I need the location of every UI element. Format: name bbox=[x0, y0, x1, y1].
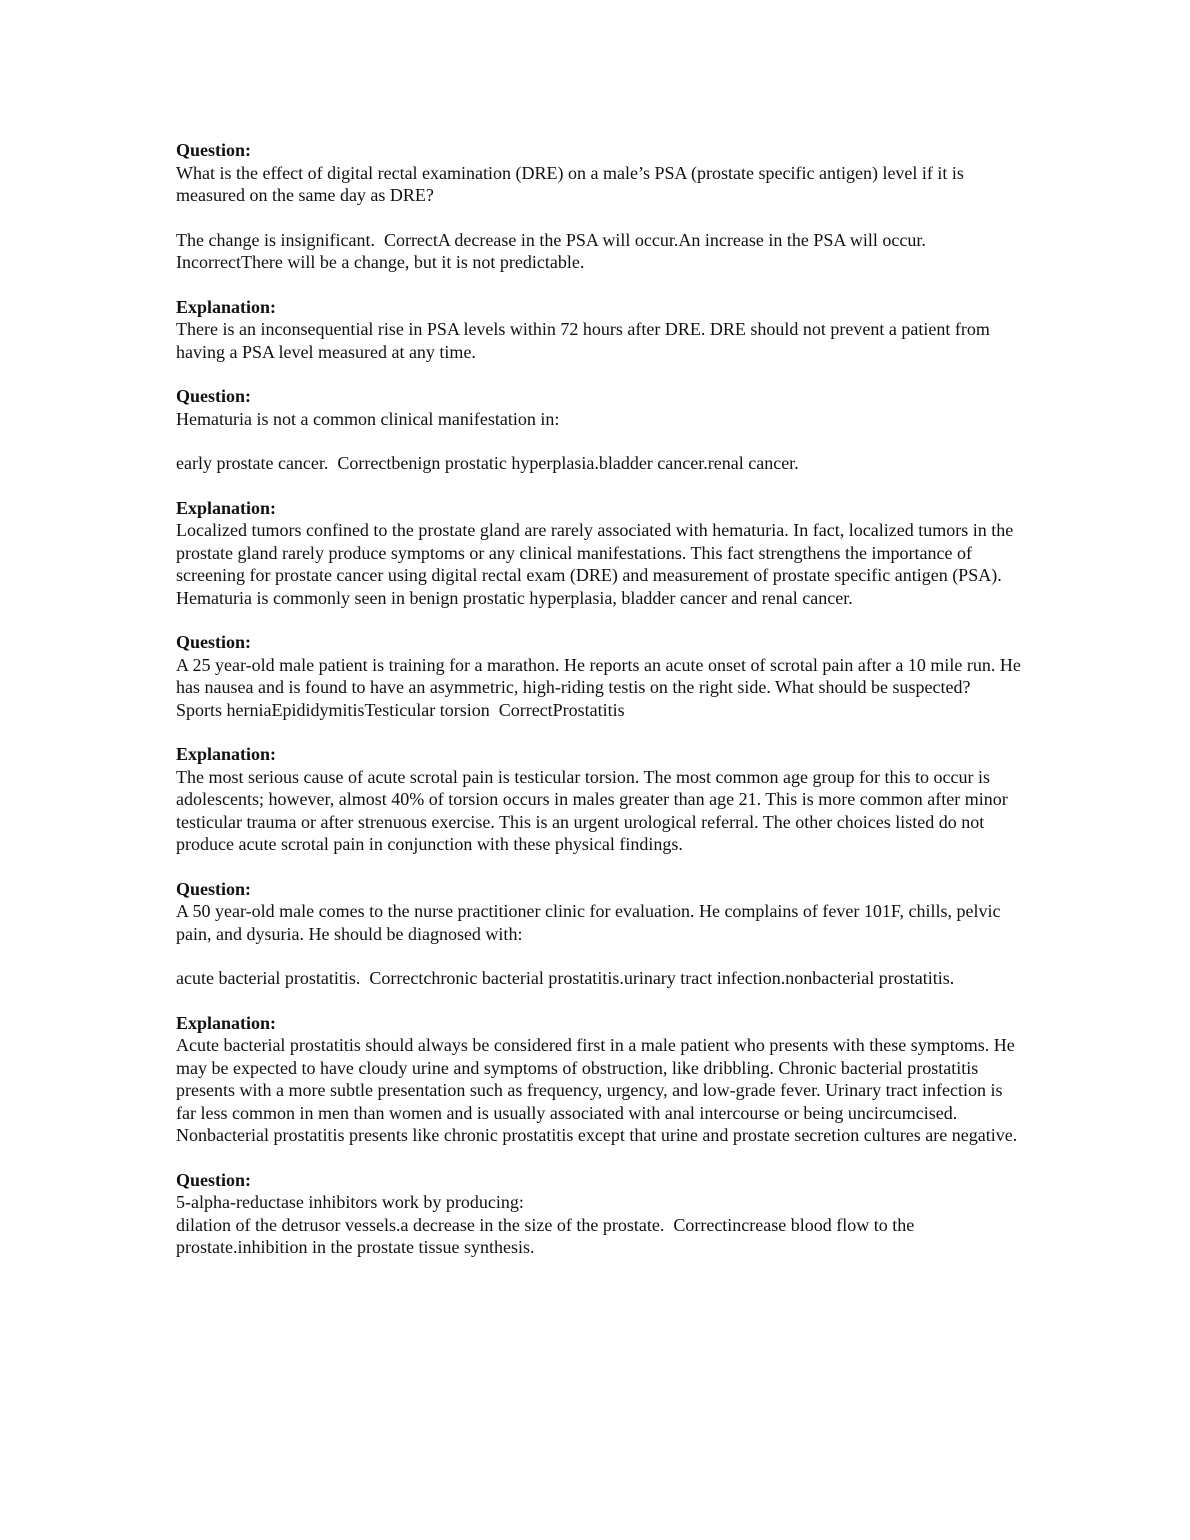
explanation-block bbox=[176, 497, 1026, 610]
document-page bbox=[176, 139, 1026, 1259]
explanation-text: There is an inconsequential rise in PSA levels within 72 hours after DRE. DRE should not prevent a patient from having a PSA level measured at any time. bbox=[176, 319, 995, 362]
question-block bbox=[176, 385, 1026, 475]
question-heading: Question: bbox=[176, 632, 252, 652]
answer-choices: The change is insignificant. CorrectA decrease in the PSA will occur.An increase in the PSA will occur. IncorrectThere will be a change, but it is not predictable. bbox=[176, 229, 935, 272]
explanation-text: The most serious cause of acute scrotal pain is testicular torsion. The most common age group for this to occur is adolescents; however, almost 40% of torsion occurs in males greater than age 21. This is more common after minor testicular trauma or after strenuous exercise. This is an urgent urological referral. The other choices listed do not produce acute scrotal pain in conjunction with these physical findings. bbox=[176, 766, 1013, 854]
question-text: Hematuria is not a common clinical manifestation in: bbox=[176, 408, 560, 429]
answer-choices: Sports herniaEpididymitisTesticular torsion CorrectProstatitis bbox=[176, 699, 625, 720]
question-heading: Question: bbox=[176, 1169, 252, 1190]
question-text: A 25 year-old male patient is training for a marathon. He reports an acute onset of scrotal pain after a 10 mile run. He has nausea and is found to have an asymmetric, high-riding testis on the right side. What should be suspected? bbox=[176, 654, 1026, 697]
explanation-text: Localized tumors confined to the prostate gland are rarely associated with hematuria. In fact, localized tumors in the prostate gland rarely produce symptoms or any clinical manifestations. This fact strengthens the importance of screening for prostate cancer using digital rectal exam (DRE) and measurement of prostate specific antigen (PSA). Hematuria is commonly seen in benign prostatic hyperplasia, bladder cancer and renal cancer. bbox=[176, 520, 1018, 608]
explanation-block bbox=[176, 1012, 1026, 1147]
explanation-heading: Explanation: bbox=[176, 1012, 277, 1033]
explanation-heading: Explanation: bbox=[176, 497, 277, 518]
explanation-heading: Explanation: bbox=[176, 296, 277, 317]
answer-choices: acute bacterial prostatitis. Correctchronic bacterial prostatitis.urinary tract infection.nonbacterial prostatitis. bbox=[176, 968, 955, 988]
answer-choices: dilation of the detrusor vessels.a decrease in the size of the prostate. Correctincrease blood flow to the prostate.inhibition in the prostate tissue synthesis. bbox=[176, 1214, 919, 1257]
question-block bbox=[176, 139, 1026, 274]
explanation-block bbox=[176, 296, 1026, 364]
explanation-text: Acute bacterial prostatitis should always be considered first in a male patient who presents with these symptoms. He may be expected to have cloudy urine and symptoms of obstruction, like dribbling. Chronic bacterial prostatitis presents with a more subtle presentation such as frequency, urgency, and low-grade fever. Urinary tract infection is far less common in men than women and is usually associated with anal intercourse or being uncircumcised. Nonbacterial prostatitis presents like chronic prostatitis except that urine and prostate secretion cultures are negative. bbox=[176, 1035, 1020, 1145]
question-heading: Question: bbox=[176, 386, 252, 406]
answer-choices: early prostate cancer. Correctbenign prostatic hyperplasia.bladder cancer.renal cancer. bbox=[176, 453, 799, 473]
question-text: A 50 year-old male comes to the nurse practitioner clinic for evaluation. He complains of fever 101F, chills, pelvic pain, and dysuria. He should be diagnosed with: bbox=[176, 901, 1005, 944]
question-text: What is the effect of digital rectal examination (DRE) on a male’s PSA (prostate specific antigen) level if it is measured on the same day as DRE? bbox=[176, 162, 969, 205]
question-block bbox=[176, 1169, 1026, 1259]
explanation-block bbox=[176, 743, 1026, 856]
explanation-heading: Explanation: bbox=[176, 744, 277, 764]
question-text: 5-alpha-reductase inhibitors work by producing: bbox=[176, 1192, 524, 1212]
question-block bbox=[176, 631, 1026, 721]
question-heading: Question: bbox=[176, 878, 252, 899]
question-heading: Question: bbox=[176, 140, 252, 160]
question-block bbox=[176, 878, 1026, 990]
